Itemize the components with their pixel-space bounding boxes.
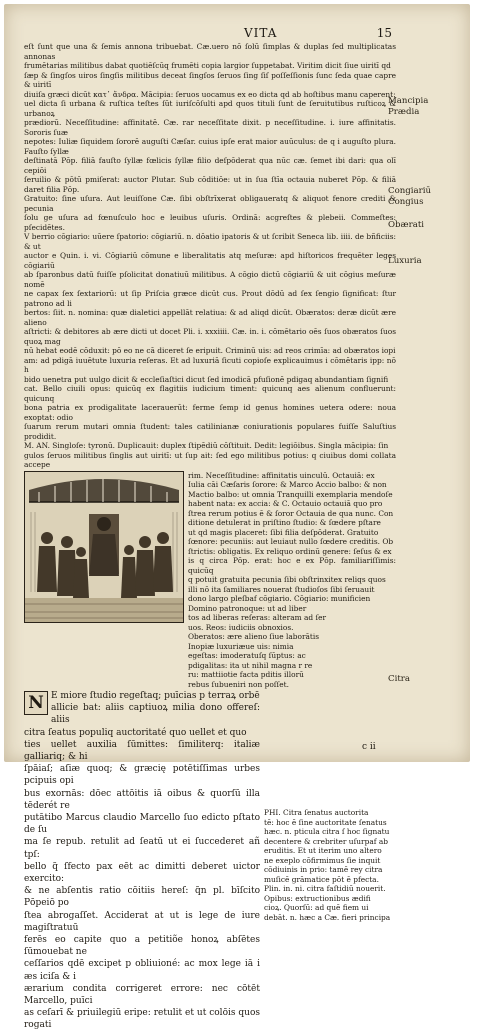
text-line: ſæp & ſingſos uiros ſingſis militibus deceat ſingſos ſeruos ſing ſiſ poſſeſſionis ſunc ſeda quae capre & uiritī xyxy=(24,70,396,89)
text-line: ne exeplo cōfirmimus ſie inquit xyxy=(264,855,381,865)
main-text-paragraph xyxy=(24,690,396,1032)
text-line: uel dicta ſi urbana & ruſtica teſtes ſūt iuriſcōſulti apd quos tituli ſunt de ſeruitutibus ruſticoꝝ & urbanoꝝ xyxy=(24,99,396,118)
text-line: ma ſe repub. retulit ad ſeatū ut ei ſuccederet añ tpſ: xyxy=(24,837,260,860)
margin-note: Congiariū xyxy=(388,186,432,196)
text-line: muſicē grāmatice pōt ē pfecta. xyxy=(264,874,379,884)
signature-mark: c ii xyxy=(362,742,376,752)
text-line: cat. Bello ciuili opus: quicūq ex flagitiis iudicium timent: quicunq aes alienum confluerunt: quicunq xyxy=(24,384,396,403)
drop-cap-initial: N xyxy=(24,691,48,715)
text-line: ſtrictis: obligatis. Ex reliquo ordinū genere: ſeſus & ex xyxy=(188,546,392,556)
text-line: ſtea abrogaſſet. Acciderat at ut is lege de iure magiſtratuū xyxy=(24,910,260,933)
margin-note: Citra xyxy=(388,674,411,684)
text-line: V berrio cōgiario: uūere ſpatorio: cōgiariū. n. dōatio ipatoris & ut ſcribit Seneca lib. iiii. de bñficiis: & ut xyxy=(24,232,396,251)
text-line: diuiſa græci dicūt κατ᾽ ἄνδρα. Mācipia: ſeruos uocamus ex eo dicta qd ab hoſtibus manu caperent: xyxy=(24,89,396,99)
text-line: ties uellet auxilia ſūmittes: ſimiliterq: italiæ galliariq; & hi xyxy=(24,739,260,763)
text-line: ab ſparonbus datū fuiſſe pſolicitat donatiuū militibus. A cōgio dictū cōgiariū & uit cōgius meſuræ nomē xyxy=(24,270,396,289)
text-line: hæc. n. pticula citra ſ hoc ſignatu xyxy=(264,827,390,836)
text-line: putātibo Marcus claudio Marcello ſuo edicto pſtato de ſu xyxy=(24,813,260,836)
text-line: pdigalitas: ita ut nihil magna r re xyxy=(188,660,313,670)
text-line: nū hebat eodē cōduxit: pō eo ne cā diceret ſe eripuit. Criminū uis: ad reos crimīa: ad obæratos iopi xyxy=(24,346,396,355)
text-line: Domino patronoque: ut ad liber xyxy=(188,603,307,613)
text-line: nepotes: Iuliæ ſiquidem ſororē auguſti Cæſar. cuius ipſe erat maior auūculus: de q i auguſto plura. Fauſto ſyllæ xyxy=(24,137,396,156)
text-line: ne capax ſex ſextariorū: ut ſip Priſcia græce dicūt cus. Prout dōdū ad ſex ſengio ſignificat: ſtur patrono ad li xyxy=(24,289,396,308)
text-line: M. AN. Singloſe: tyronū. Duplicauit: duplex ſtipēdiū cōſtituit. Dedit: legiōibus. Singla mācipia: ſin xyxy=(24,441,389,450)
text-line: ditione detulerat in priſtino ſtudio: & ſœdere pſtare xyxy=(188,518,381,527)
text-line: cōdiuinis in prio: tamē rey citra xyxy=(264,865,383,874)
book-page xyxy=(4,4,470,1031)
text-line: frumētarias militibus dabat quotiēſcūq frumēti copia largior ſuppetabat. Viritim dicit ſiue uiritī qd xyxy=(24,61,391,70)
main-text-block xyxy=(24,42,396,1032)
text-line: Opibus: extructionibus ædifi xyxy=(264,893,371,903)
text-line: Inopiæ luxuriæue uis: nimia xyxy=(188,641,294,651)
text-line: ſuarum rerum mutari omnia ſtudent: tales catilinianæ coniurationis populares fuiſſe Saluſtius prodidit. xyxy=(24,422,396,441)
text-line: rebus ſubueniri non poſſet. xyxy=(188,679,289,689)
text-line: tos ad liberas reſeras: alteram ad ſer xyxy=(188,613,327,622)
folio-number: 15 xyxy=(376,26,392,40)
text-line: ru: mattiiotie facta pditis illorū xyxy=(188,670,304,679)
commentary-beside-woodcut xyxy=(188,471,396,690)
text-line: ſolu ge uſura ad fœnuſculo hoc e leuibus uſuris. Ordinā: acgreſtes & plebeii. Commeſtes: pſecidētes. xyxy=(24,213,396,232)
margin-note: Luxuria xyxy=(388,256,422,266)
text-line: ſpāiaſ; aſiæ quoq; & græcię potētiſſimas urbes pcipuis opi xyxy=(24,764,260,787)
text-line: bona patria ex prodigalitate lacerauerūt: ferme ſemp id genus homines uetera odere: noua exoptat: odio xyxy=(24,403,396,422)
main-text-column xyxy=(24,690,260,1032)
text-line: egeſtas: imoderatuſq ſūptus: ac xyxy=(188,651,306,660)
text-line: ſœnore: pecuniis: aut leuiaut nullo ſœdere creditis. Ob xyxy=(188,537,394,546)
text-line: as ceſarī & priuilegiū eripe: retulit et ut colōis quos rogati xyxy=(24,1008,260,1031)
text-line: dono largo pleſbaf cōgiario. Cōgiario: munificien xyxy=(188,594,371,603)
text-line: rim. Neceſſitudine: affinitatis uinculū. Octauiā: ex xyxy=(188,470,375,480)
text-line: gulos ſeruos militibus ſinglis aut uiritī: ut ſup ait: ſed ego militibus potius: q ciuibus domi collata accepe xyxy=(24,450,396,469)
text-line: & ne abſentis ratio cōitiis hereſ: q̃n pl. bīſcito Pōpeiō po xyxy=(24,886,260,909)
text-line: prædiorū. Neceſſitudine: affinitatē. Cæ. rar neceſſitate dixit. p neceſſitudine. i. iure affinitatis. Sororis ſuæ xyxy=(24,118,396,137)
text-line: Iulia cāi Cæſaris ſorore: & Marco Accio balbo: & non xyxy=(188,480,387,489)
text-line: ferēs eo capite quo a petitiõe honoꝝ abſētes ſūmouebat ne xyxy=(24,935,260,958)
text-line: ſeruilio & pōtū pmiſerat: auctor Plutar. Sub cōditiōe: ut in ſua ſtīa octauia nuberet Pōp. & filiā daret filia Pōp. xyxy=(24,175,396,194)
text-line: tē: hoc ē ſine auctoritate ſenatus xyxy=(264,817,387,827)
text-line: Mactio balbo: ut omnia Tranquilli exemplaria mendoſe xyxy=(188,489,393,499)
text-line: decentere & crebriter uſurpaf ab xyxy=(264,836,388,846)
suetonius-text xyxy=(24,690,260,1032)
text-line: bertos: ſiit. n. nomina: quæ dialetici appellāt relatiua: & ad aliqd dicūt. Obæratos: deræ dicūt ære alieno xyxy=(24,308,396,327)
text-line: is q circa Pōp. erat: hoc e ex Pōp. familiariſſimis: quicūq xyxy=(188,556,396,575)
text-line: eruditis. Et ut iterim uno altero xyxy=(264,846,382,855)
text-line: deſtinatā Pōp. filiā fauſto ſyllæ fœlicis ſyllæ filio deſpōderat qua nūc cæ. ſemet ibi dari: qua olī cepiōi xyxy=(24,156,396,175)
margin-note: Congius xyxy=(388,197,424,207)
text-line: eſt ſunt que una & ſemis annona tribuebat. Cæ.uero nō ſolū ſimplas & duplas ſed multiplicatas annonas xyxy=(24,42,396,61)
margin-note: Obærati xyxy=(388,220,425,230)
running-title: VITA xyxy=(244,26,278,40)
text-line: ſtrea rerum potius ē & ſoror Octauia de qua nunc. Con xyxy=(188,508,394,518)
text-line: Oberatos: ære alieno ſiue laborātis xyxy=(188,632,320,641)
text-line: debāt. n. hæc a Cæ. fieri principa xyxy=(264,912,391,922)
text-line: citra ſeatus populiq auctoritaté quo uellet et quo xyxy=(24,727,247,738)
text-line: PHI. Citra ſenatus auctorita xyxy=(264,808,369,817)
text-line: aſtricti: & debitores ab ære dicti ut docet Pli. i. xxxiiii. Cæ. in. i. cōmētario oēs ſuos obæratos ſuos quoꝝ mag xyxy=(24,327,396,346)
margin-note: Mancipia xyxy=(388,96,429,106)
text-line: Gratuito: ſine uſura. Aut leuiſſone Cæ. ſibi obſtrīxerat obligaueratq & aliquot fenore crediti & pecunia xyxy=(24,194,396,213)
text-line: ærarium condita corrigeret errore: nec cōtēt Marcello, puīci xyxy=(24,983,260,1007)
text-line: bello q̃ ſfecto pax eēt ac dimitti deberet uictor exercito: xyxy=(24,861,260,885)
text-line: Plin. in. ni. citra faſtidiū nouerit. xyxy=(264,884,386,893)
text-line: uos. Reos: iudiciis obnoxios. xyxy=(188,622,294,632)
text-line: q potuit gratuita pecunia ſibi obſtrinxitex reliqs quos xyxy=(188,575,386,584)
text-line: cioꝝ. Quorſū: ad quē fiem ui xyxy=(264,903,369,912)
text-line: allicie bat: aliis captiuoꝝ milia dono offereſ: aliis xyxy=(51,703,260,726)
woodcut-illustration xyxy=(24,471,184,623)
text-line: E miore ſtudio regeſtaq; puīcias p terraꝝ orbē xyxy=(51,691,260,701)
margin-note: Prædia xyxy=(388,107,420,117)
text-line: bus exornās: dōec attōitis iā oibus & quorſū illa tēderét re xyxy=(24,788,260,811)
text-line: am: ad pdigā iuuētute luxuria reſeras. Et ad luxuriā ſicuti copioſe explicauimus i cōmētaris ipp: nō h xyxy=(24,355,396,374)
text-line: ceſſarios qdē excipet p obliuioné: ac mox lege iā i æs iciſa & i xyxy=(24,959,260,982)
woodcut-image xyxy=(25,472,183,622)
text-line: habent nata: ex accia: & C. Octauio octauiā quo pro xyxy=(188,499,383,508)
text-line: bido uenetra put uulgo dicit & eccleſiaſtici dicut ſed imodicā pfuſionē pdigaq abundantiam ſignifi xyxy=(24,374,389,384)
text-line: ut qd magis placeret: ſibi filia deſpōderat. Gratuito xyxy=(188,527,379,537)
text-line: auctor e Quin. i. vi. Cōgiariū cōmune e liberalitatis atq meſuræ: apd hiſtoricos frequēter leges cōgiariū xyxy=(24,251,396,270)
woodcut-row xyxy=(24,471,396,690)
text-line: illi nō ita ſamiliares nouerat ſtudioſos ſibi ſeruauit xyxy=(188,584,375,594)
commentary-top xyxy=(24,42,396,470)
